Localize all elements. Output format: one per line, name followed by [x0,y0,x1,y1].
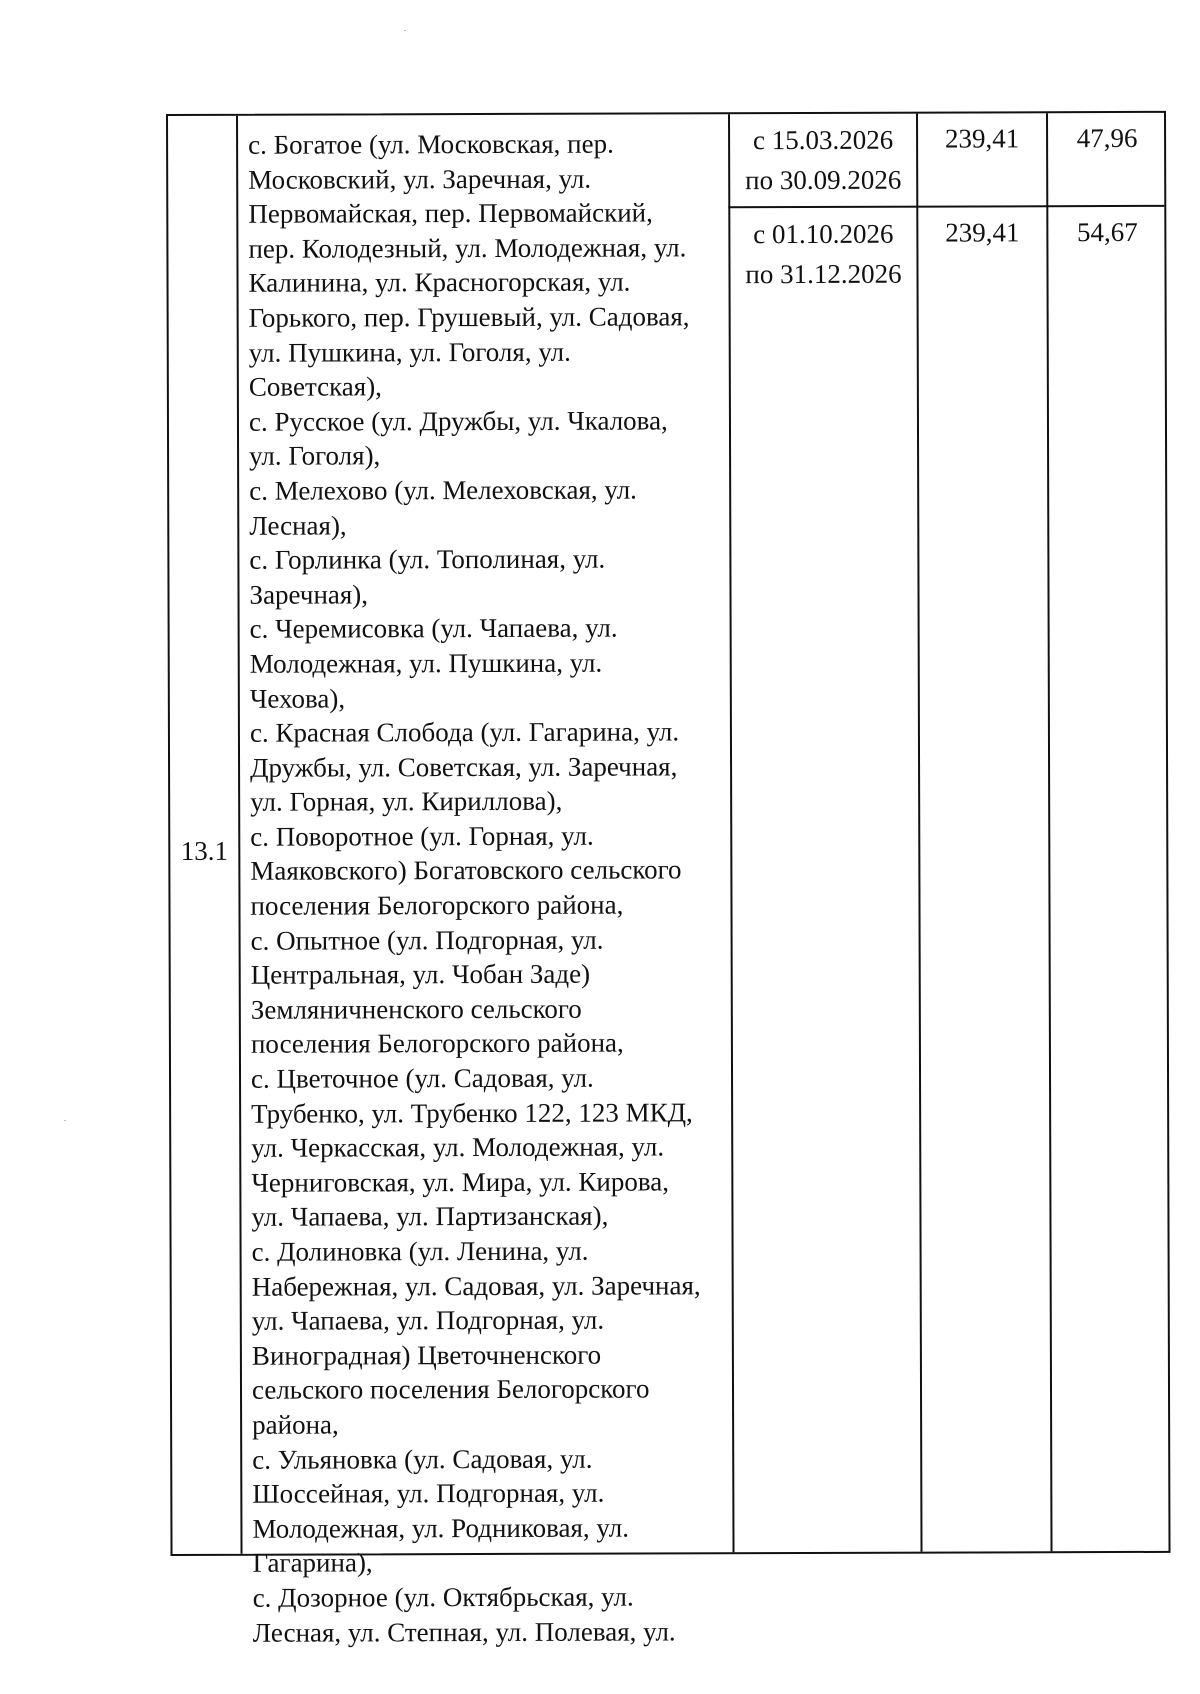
address-line: ул. Чапаева, ул. Партизанская), [251,1201,609,1233]
address-line: ул. Гоголя), [249,440,381,472]
address-line: Дружбы, ул. Советская, ул. Заречная, [250,751,678,783]
address-line: ул. Чапаева, ул. Подгорная, ул. [251,1304,605,1336]
rate-value-2: 47,96 [1076,122,1138,154]
address-line: Молодежная, ул. Родниковая, ул. [252,1512,629,1544]
address-line: с. Дозорное (ул. Октябрьская, ул. [252,1581,634,1613]
address-line: Трубенко, ул. Трубенко 122, 123 МКД, [251,1096,693,1129]
address-line: Горького, пер. Грушевый, ул. Садовая, [248,301,690,333]
period-from: с 01.10.2026 [753,218,894,250]
column-divider [236,116,243,1554]
address-line: поселения Белогорского района, [250,889,624,921]
address-line: с. Красная Слобода (ул. Гагарина, ул. [249,716,680,748]
address-line: района, [252,1409,339,1440]
address-line: Лесная), [249,509,347,541]
address-line: с. Русское (ул. Дружбы, ул. Чкалова, [248,405,668,437]
address-line: с. Цветочное (ул. Садовая, ул. [250,1062,594,1094]
rate-value-1: 239,41 [944,123,1020,154]
address-line: Молодежная, ул. Пушкина, ул. [249,647,603,679]
address-line: Заречная), [249,579,369,610]
address-line: с. Долиновка (ул. Ленина, ул. [251,1235,589,1267]
tariff-table [166,111,1171,1648]
address-line: ул. Горная, ул. Кириллова), [250,786,563,818]
address-line: с. Черемисовка (ул. Чапаева, ул. [249,612,618,645]
address-line: с. Поворотное (ул. Горная, ул. [250,820,594,852]
address-line: ул. Пушкина, ул. Гоголя, ул. [248,336,571,368]
address-line: сельского поселения Белогорского [251,1373,650,1406]
address-line: Московский, ул. Заречная, ул. [248,163,592,195]
address-line: Земляничненского сельского [250,993,582,1025]
address-line: Гагарина), [252,1547,373,1579]
period-from: с 15.03.2026 [752,124,894,156]
address-line: с. Ульяновка (ул. Садовая, ул. [252,1443,593,1475]
period-1 [730,120,916,201]
period-to: по 31.12.2026 [745,258,902,290]
address-line: Виноградная) Цветочненского [251,1339,602,1371]
address-line: с. Опытное (ул. Подгорная, ул. [250,924,604,956]
rate-value-2: 54,67 [1076,216,1138,248]
period-to: по 30.09.2026 [745,164,902,196]
rate-value-1: 239,41 [945,217,1020,248]
address-line: Советская), [248,371,382,402]
address-line: с. Богатое (ул. Московская, пер. [248,128,614,160]
address-line: Черниговская, ул. Мира, ул. Кирова, [251,1166,670,1198]
address-line: с. Горлинка (ул. Тополиная, ул. [249,543,606,575]
column-divider [916,114,923,1552]
address-line: Первомайская, пер. Первомайский, [248,197,653,229]
address-line: Лесная, ул. Степная, ул. Полевая, ул. [252,1615,676,1648]
address-line: Набережная, ул. Садовая, ул. Заречная, [251,1269,701,1302]
period-2 [730,214,916,295]
row-number: 13.1 [180,835,228,866]
address-line: с. Мелехово (ул. Мелеховская, ул. [249,474,637,506]
address-line: поселения Белогорского района, [250,1028,624,1060]
period-divider [728,205,1164,208]
address-list [248,126,733,1650]
address-line: Маяковского) Богатовского сельского [250,854,682,887]
address-line: ул. Черкасская, ул. Молодежная, ул. [251,1131,665,1163]
column-divider [1046,113,1053,1551]
address-line: пер. Колодезный, ул. Молодежная, ул. [248,232,687,264]
address-line: Чехова), [249,682,346,714]
address-line: Шоссейная, ул. Подгорная, ул. [252,1477,605,1509]
address-line: Калинина, ул. Красногорская, ул. [248,266,631,299]
address-line: Центральная, ул. Чобан Заде) [250,958,591,990]
